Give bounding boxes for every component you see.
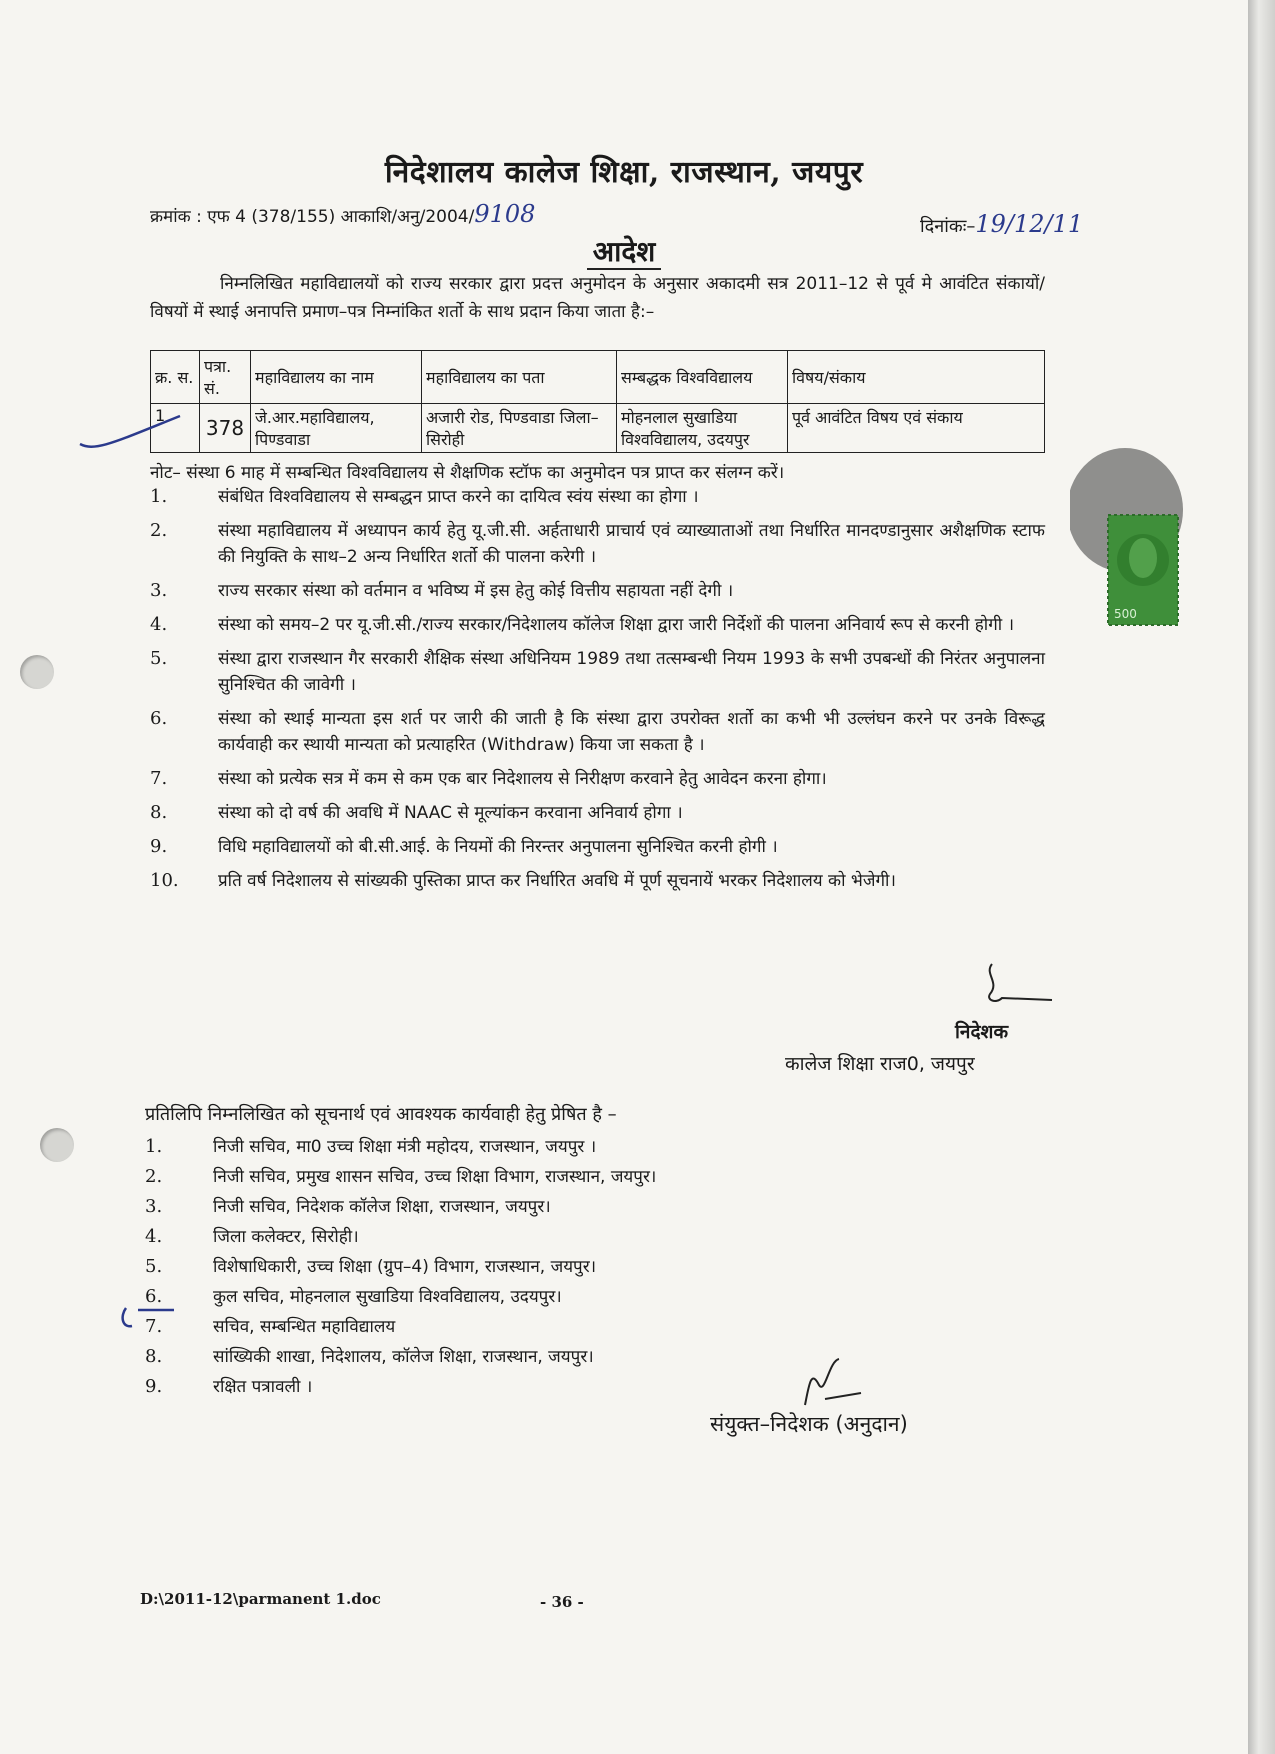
footer-file-path: D:\2011-12\parmanent 1.doc <box>140 1590 381 1608</box>
pen-mark-icon <box>118 1302 178 1332</box>
list-item: 3. निजी सचिव, निदेशक कॉलेज शिक्षा, राजस्थान, जयपुर। <box>145 1196 551 1217</box>
svg-text:500: 500 <box>1114 607 1137 621</box>
list-item: 7. सचिव, सम्बन्धित महाविद्यालय <box>145 1316 396 1337</box>
college-table <box>150 350 1045 453</box>
table-header-cell: महाविद्यालय का पता <box>422 351 617 404</box>
list-item: 6. कुल सचिव, मोहनलाल सुखाडिया विश्वविद्यालय, उदयपुर। <box>145 1286 562 1307</box>
signatory-title: निदेशक <box>955 1021 1009 1043</box>
reference-number <box>150 200 535 228</box>
document-title: निदेशालय कालेज शिक्षा, राजस्थान, जयपुर <box>384 155 864 190</box>
list-item: 5. संस्था द्वारा राजस्थान गैर सरकारी शैक्षिक संस्था अधिनियम 1989 तथा तत्सम्बन्धी नियम 1993 के सभी उपबन्धों की निरंतर अनुपालना सुनिश्चित की जावेगी । <box>150 648 1045 695</box>
paper-edge <box>1248 0 1275 1754</box>
list-item: 2. संस्था महाविद्यालय में अध्यापन कार्य हेतु यू.जी.सी. अर्हताधारी प्राचार्य एवं व्याख्याताओं तथा निर्धारित मानदण्डानुसार अशैक्षणिक स्टाफ की नियुक्ति के साथ–2 अन्य निर्धारित शर्तो की पालना करेगी । <box>150 520 1045 567</box>
tick-mark-icon <box>75 412 185 452</box>
table-cell: पूर्व आवंटित विषय एवं संकाय <box>788 404 1045 453</box>
table-cell: मोहनलाल सुखाडिया विश्वविद्यालय, उदयपुर <box>617 404 788 453</box>
punch-hole-icon <box>40 1128 74 1162</box>
signatory-subtitle: कालेज शिक्षा राज0, जयपुर <box>785 1053 975 1075</box>
list-item: 9. विधि महाविद्यालयों को बी.सी.आई. के नियमों की निरन्तर अनुपालना सुनिश्चित करनी होगी । <box>150 836 778 857</box>
list-item: 4. जिला कलेक्टर, सिरोही। <box>145 1226 359 1247</box>
list-item: 7. संस्था को प्रत्येक सत्र में कम से कम एक बार निदेशालय से निरीक्षण करवाने हेतु आवेदन करना होगा। <box>150 768 827 789</box>
list-item: 3. राज्य सरकार संस्था को वर्तमान व भविष्य में इस हेतु कोई वित्तीय सहायता नहीं देगी । <box>150 580 734 601</box>
list-item: 4. संस्था को समय–2 पर यू.जी.सी./राज्य सरकार/निदेशालय कॉलेज शिक्षा द्वारा जारी निर्देशों की पालना अनिवार्य रूप से करनी होगी । <box>150 614 1015 635</box>
list-item: 10. प्रति वर्ष निदेशालय से सांख्यकी पुस्तिका प्राप्त कर निर्धारित अवधि में पूर्ण सूचनायें भरकर निदेशालय को भेजेगी। <box>150 870 896 891</box>
page-number: - 36 - <box>540 1593 584 1611</box>
signature-icon <box>980 960 1060 1010</box>
date-handwritten: 19/12/11 <box>975 210 1084 238</box>
list-item: 9. रक्षित पत्रावली । <box>145 1376 313 1397</box>
table-header-cell: पत्रा. सं. <box>200 351 251 404</box>
revenue-stamp-icon <box>1070 440 1200 630</box>
table-cell: 1 <box>151 404 200 453</box>
table-header-cell: महाविद्यालय का नाम <box>251 351 422 404</box>
list-item: 2. निजी सचिव, प्रमुख शासन सचिव, उच्च शिक्षा विभाग, राजस्थान, जयपुर। <box>145 1166 657 1187</box>
table-row <box>151 404 1045 453</box>
table-cell: जे.आर.महाविद्यालय, पिण्डवाडा <box>251 404 422 453</box>
intro-paragraph: निम्नलिखित महाविद्यालयों को राज्य सरकार द्वारा प्रदत्त अनुमोदन के अनुसार अकादमी सत्र 2011–12 से पूर्व मे आवंटित संकायों/विषयों में स्थाई अनापत्ति प्रमाण–पत्र निम्नांकित शर्तो के साथ प्रदान किया जाता है:– <box>150 274 1045 322</box>
table-cell: 378 <box>200 404 251 453</box>
list-item: 1. संबंधित विश्वविद्यालय से सम्बद्धन प्राप्त करने का दायित्व स्वंय संस्था का होगा । <box>150 486 699 507</box>
table-header-cell: सम्बद्धक विश्वविद्यालय <box>617 351 788 404</box>
reference-prefix: क्रमांक : एफ 4 (378/155) आकाशि/अनु/2004/ <box>150 207 475 227</box>
order-heading: आदेश <box>0 232 1248 270</box>
punch-hole-icon <box>20 655 54 689</box>
list-item: 8. संस्था को दो वर्ष की अवधि में NAAC से मूल्यांकन करवाना अनिवार्य होगा । <box>150 802 683 823</box>
signature-icon <box>795 1355 865 1410</box>
copy-to-list <box>145 1132 865 1402</box>
copy-to-heading: प्रतिलिपि निम्नलिखित को सूचनार्थ एवं आवश्यक कार्यवाही हेतु प्रेषित है – <box>145 1104 617 1125</box>
table-cell: अजारी रोड, पिण्डवाडा जिला–सिरोही <box>422 404 617 453</box>
list-item: 5. विशेषाधिकारी, उच्च शिक्षा (ग्रुप–4) विभाग, राजस्थान, जयपुर। <box>145 1256 597 1277</box>
joint-signatory: संयुक्त–निदेशक (अनुदान) <box>710 1412 908 1436</box>
list-item: 8. सांख्यिकी शाखा, निदेशालय, कॉलेज शिक्षा, राजस्थान, जयपुर। <box>145 1346 594 1367</box>
reference-handwritten: 9108 <box>474 200 536 228</box>
table-header-cell: क्र. स. <box>151 351 200 404</box>
conditions-list <box>150 484 1045 902</box>
list-item: 1. निजी सचिव, मा0 उच्च शिक्षा मंत्री महोदय, राजस्थान, जयपुर । <box>145 1136 597 1157</box>
table-header-cell: विषय/संकाय <box>788 351 1045 404</box>
table-header-row <box>151 351 1045 404</box>
note-text: नोट– संस्था 6 माह में सम्बन्धित विश्वविद्यालय से शैक्षणिक स्टॉफ का अनुमोदन पत्र प्राप्त कर संलग्न करें। <box>150 463 785 483</box>
date-label: दिनांकः– <box>920 216 976 237</box>
list-item: 6. संस्था को स्थाई मान्यता इस शर्त पर जारी की जाती है कि संस्था द्वारा उपरोक्त शर्तो का कभी भी उल्लंघन करने पर उनके विरूद्ध कार्यवाही कर स्थायी मान्यता को प्रत्याहरित (Withdraw) किया जा सकता है । <box>150 708 1045 755</box>
